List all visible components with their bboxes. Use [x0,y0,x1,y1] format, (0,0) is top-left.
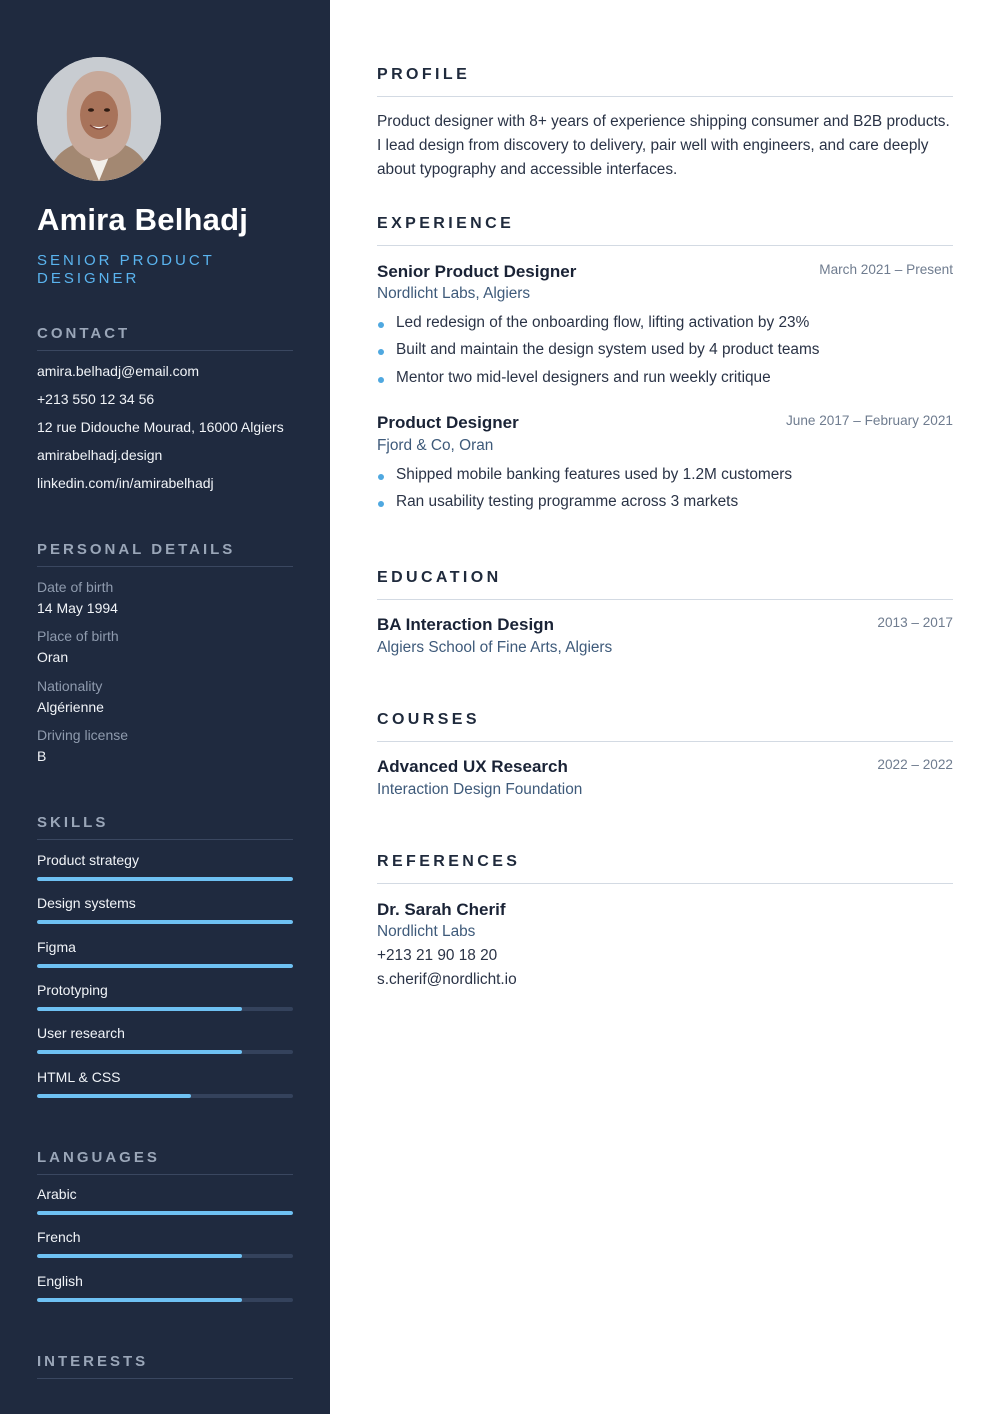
contact-heading: CONTACT [37,325,293,351]
interests-heading: INTERESTS [37,1353,293,1379]
license-value: B [37,748,47,764]
job-1-org: Nordlicht Labs, Algiers [377,285,531,302]
profile-summary: Product designer with 8+ years of experience shipping consumer and B2B products. I lead design from discovery to delivery, pair well with engineers, and care deeply about typography and accessible interfaces. [377,113,950,178]
skill-name: Design systems [37,895,136,912]
skill-name: User research [37,1025,125,1042]
contact-email[interactable]: amira.belhadj@email.com [37,363,200,379]
skill-level-bar [37,1050,293,1054]
personal-details-heading: PERSONAL DETAILS [37,541,293,567]
education-title: BA Interaction Design [377,615,554,634]
job-1-bullet: Built and maintain the design system used by 4 product teams [377,341,819,359]
skill-name: Product strategy [37,852,139,868]
experience-heading: EXPERIENCE [377,215,953,246]
job-2-bullet: Ran usability testing programme across 3 markets [377,493,738,511]
skill-level-fill [37,920,293,924]
references-heading: REFERENCES [377,853,953,884]
job-2-bullet: Shipped mobile banking features used by 1.2M customers [377,466,792,484]
reference-email[interactable]: s.cherif@nordlicht.io [377,971,517,988]
job-role: SENIOR PRODUCT DESIGNER [37,252,215,287]
job-2-dates: June 2017 – February 2021 [785,413,953,428]
skill-level-fill [37,964,293,968]
contact-phone[interactable]: +213 550 12 34 56 [37,391,155,407]
skills-heading: SKILLS [37,814,293,840]
skill-level-bar [37,1007,293,1011]
contact-address: 12 rue Didouche Mourad, 16000 Algiers [37,419,284,435]
education-school: Algiers School of Fine Arts, Algiers [377,639,613,656]
skill-level-bar [37,1094,293,1098]
course-title: Advanced UX Research [377,757,568,776]
person-name: Amira Belhadj [37,202,249,237]
language-level-bar [37,1254,293,1258]
course-dates: 2022 – 2022 [877,757,953,772]
pob-label: Place of birth [37,628,119,644]
skill-name: HTML & CSS [37,1068,121,1085]
language-level-fill [37,1298,242,1302]
skill-level-bar [37,877,293,881]
education-dates: 2013 – 2017 [877,615,953,630]
job-1-bullet: Mentor two mid-level designers and run weekly critique [377,369,771,387]
language-level-fill [37,1254,242,1258]
skill-level-fill [37,1094,191,1098]
contact-linkedin[interactable]: linkedin.com/in/amirabelhadj [37,475,214,491]
dob-value: 14 May 1994 [37,600,118,616]
avatar [37,57,161,181]
job-1-bullet: Led redesign of the onboarding flow, lifting activation by 23% [377,314,809,332]
reference-org: Nordlicht Labs [377,923,476,940]
job-2-title: Product Designer [377,413,519,432]
skill-name: Figma [37,938,76,955]
languages-heading: LANGUAGES [37,1149,293,1175]
job-2-org: Fjord & Co, Oran [377,437,494,454]
dob-label: Date of birth [37,579,114,595]
education-heading: EDUCATION [377,569,953,600]
profile-heading: PROFILE [377,66,953,97]
nationality-label: Nationality [37,678,103,694]
skill-name: Prototyping [37,981,108,998]
skill-level-bar [37,964,293,968]
language-level-bar [37,1298,293,1302]
language-name: Arabic [37,1186,77,1202]
language-name: French [37,1229,81,1246]
skill-level-bar [37,920,293,924]
job-1-dates: March 2021 – Present [819,262,953,277]
course-provider: Interaction Design Foundation [377,781,583,798]
skill-level-fill [37,1050,242,1054]
reference-name: Dr. Sarah Cherif [377,900,506,919]
courses-heading: COURSES [377,711,953,742]
sidebar [0,0,330,1414]
language-name: English [37,1272,83,1289]
nationality-value: Algérienne [37,699,104,715]
language-level-bar [37,1211,293,1215]
contact-website[interactable]: amirabelhadj.design [37,447,163,463]
skill-level-fill [37,877,293,881]
skill-level-fill [37,1007,242,1011]
pob-value: Oran [37,649,69,665]
license-label: Driving license [37,727,129,743]
reference-phone[interactable]: +213 21 90 18 20 [377,947,498,964]
language-level-fill [37,1211,293,1215]
job-1-title: Senior Product Designer [377,262,577,281]
